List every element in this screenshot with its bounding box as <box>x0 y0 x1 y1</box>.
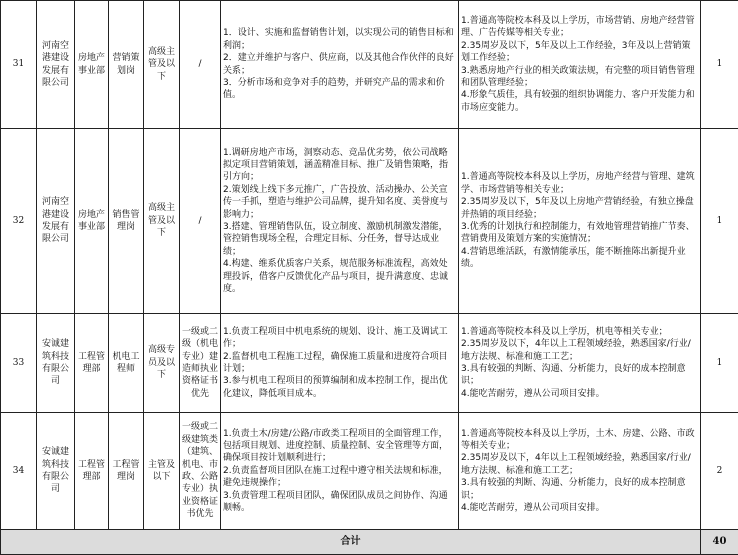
position-cell: 机电工程师 <box>109 314 144 413</box>
headcount-cell: 1 <box>701 314 738 413</box>
requirements-cell: 1.普通高等院校本科及以上学历，房地产经营与管理、建筑学、市场营销等相关专业； 2.35周岁及以下，5年及以上房地产营销经验，有独立操盘并热销的项目经验； 3.优秀的计划执行和控制能力，有效地管理营销推广节奏、营销费用及策划方案的实施情况； 4.营销思维活跃，有激情能承压，能不断推陈出新提升业绩。 <box>459 129 701 314</box>
row-number: 33 <box>1 314 37 413</box>
requirements-cell: 1.普通高等院校本科及以上学历，市场营销、房地产经营管理、广告传媒等相关专业； 2.35周岁及以下，5年及以上工作经验，3年及以上营销策划工作经验； 3.熟悉房地产行业的相关政策法规，有完整的项目销售管理和团队管理经验； 4.形象气质佳，具有较强的组织协调能力、客户开发能力和市场应变能力。 <box>459 1 701 129</box>
headcount-cell: 2 <box>701 413 738 530</box>
total-value: 40 <box>701 530 738 555</box>
company-cell: 安诚建筑科技有限公司 <box>37 314 75 413</box>
qualification-cell: 一级或二级建筑类（建筑、机电、市政、公路专业）执业资格证书优先 <box>180 413 221 530</box>
requirements-cell: 1.普通高等院校本科及以上学历，土木、房建、公路、市政等相关专业； 2.35周岁及以下，4年以上工程领域经验，熟悉国家/行业/地方法规、标准和施工工艺； 3.具有较强的判断、沟通、分析能力，良好的成本控制意识； 4.能吃苦耐劳，遵从公司项目安排。 <box>459 413 701 530</box>
level-cell: 高级主管及以下 <box>144 129 180 314</box>
position-cell: 工程管理岗 <box>109 413 144 530</box>
table-row <box>1 129 738 314</box>
row-number: 32 <box>1 129 37 314</box>
total-label: 合计 <box>1 530 701 555</box>
company-cell: 河南空港建设发展有限公司 <box>37 129 75 314</box>
department-cell: 房地产事业部 <box>75 129 109 314</box>
headcount-cell: 1 <box>701 129 738 314</box>
table-row <box>1 314 738 413</box>
qualification-cell: / <box>180 129 221 314</box>
qualification-cell: / <box>180 1 221 129</box>
requirements-cell: 1.普通高等院校本科及以上学历，机电等相关专业； 2.35周岁及以下，4年以上工程领域经验，熟悉国家/行业/地方法规、标准和施工工艺； 3.具有较强的判断、沟通、分析能力，良好的成本控制意识； 4.能吃苦耐劳，遵从公司项目安排。 <box>459 314 701 413</box>
row-number: 34 <box>1 413 37 530</box>
position-cell: 销售管理岗 <box>109 129 144 314</box>
duties-cell: 1.调研房地产市场，洞察动态、竞品优劣势，依公司战略拟定项目营销策划，涵盖精准目标、推广及销售策略，指引方向； 2.策划线上线下多元推广，广告投放、活动操办、公关宣传一手抓，塑造与维护公司品牌，提升知名度、美誉度与影响力； 3.搭建、管理销售队伍，设立制度、激励机制激发潜能，管控销售现场全程，合理定目标、分任务，督导达成业绩； 4.构建、维系优质客户关系，规范服务标准流程，高效处理投诉，借客户反馈优化产品与项目，提升满意度、忠诚度。 <box>221 129 459 314</box>
duties-cell: 1.负责土木/房建/公路/市政类工程项目的全面管理工作，包括项目规划、进度控制、质量控制、安全管理等方面，确保项目按计划顺利进行； 2.负责监督项目团队在施工过程中遵守相关法规和标准，避免违规操作； 3.负责管理工程项目团队，确保团队成员之间协作、沟通顺畅。 <box>221 413 459 530</box>
department-cell: 工程管理部 <box>75 314 109 413</box>
table-row <box>1 413 738 530</box>
company-cell: 河南空港建设发展有限公司 <box>37 1 75 129</box>
company-cell: 安诚建筑科技有限公司 <box>37 413 75 530</box>
department-cell: 工程管理部 <box>75 413 109 530</box>
duties-cell: 1．设计、实施和监督销售计划，以实现公司的销售目标和利润； 2．建立并维护与客户、供应商，以及其他合作伙伴的良好关系； 3．分析市场和竞争对手的趋势，并研究产品的需求和价值。 <box>221 1 459 129</box>
position-cell: 营销策划岗 <box>109 1 144 129</box>
level-cell: 高级主管及以下 <box>144 1 180 129</box>
department-cell: 房地产事业部 <box>75 1 109 129</box>
level-cell: 主管及以下 <box>144 413 180 530</box>
level-cell: 高级专员及以下 <box>144 314 180 413</box>
duties-cell: 1.负责工程项目中机电系统的规划、设计、施工及调试工作； 2.监督机电工程施工过程，确保施工质量和进度符合项目计划； 3.参与机电工程项目的预算编制和成本控制工作，提出优化建议，降低项目成本。 <box>221 314 459 413</box>
row-number: 31 <box>1 1 37 129</box>
total-row <box>1 530 738 555</box>
headcount-cell: 1 <box>701 1 738 129</box>
qualification-cell: 一级或二级（机电专业）建造师执业资格证书优先 <box>180 314 221 413</box>
table-row <box>1 1 738 129</box>
